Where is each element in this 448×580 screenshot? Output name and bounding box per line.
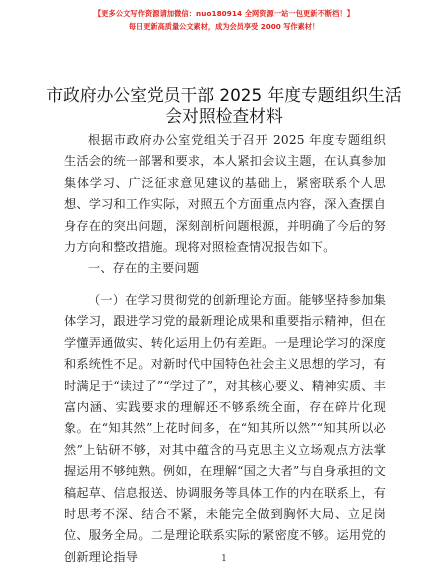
section-heading-block: [64, 258, 386, 279]
promo-banner-line-1: 【更多公文写作资源请加微信：nuo180914 全网资源一站一包更新不断档！】: [93, 9, 355, 18]
intro-paragraph-block: [64, 130, 386, 258]
document-title: 市政府办公室党员干部 2025 年度专题组织生活会对照检查材料: [46, 85, 402, 126]
section-paragraph: （一）在学习贯彻党的创新理论方面。能够坚持参加集体学习，跟进学习党的最新理论成果和重要指示精神，但在学懂弄通做实、转化运用上仍有差距。一是理论学习的深度和系统性不足。对新时代中国特色社会主义思想的学习，有时满足于“读过了”“学过了”，对其核心要义、精神实质、丰富内涵、实践要求的理解还不够系统全面，存在碎片化现象。在“知其然”上花时间多，在“知其所以然”“知其所以必然”上钻研不够，对其中蕴含的马克思主义立场观点方法掌握运用不够纯熟。例如，在理解“国之大者”与自身承担的文稿起草、信息报送、协调服务等具体工作的内在联系上，有时思考不深、结合不紧，未能完全做到胸怀大局、立足岗位、服务全局。二是理论联系实际的紧密度不够。运用党的创新理论指导: [64, 293, 386, 564]
page-number: 1: [221, 554, 227, 564]
intro-paragraph: 根据市政府办公室党组关于召开 2025 年度专题组织生活会的统一部署和要求，本人紧扣会议主题，在认真参加集体学习、广泛征求意见建议的基础上，紧密联系个人思想、学习和工作实际，对照五个方面重点内容，深入查摆自身存在的突出问题，深刻剖析问题根源，并明确了今后的努力方向和整改措施。现将对照检查情况报告如下。: [64, 133, 386, 255]
promo-banner: [0, 8, 448, 33]
section-heading: 一、存在的主要问题: [88, 261, 200, 275]
section-paragraph-block: [64, 290, 386, 568]
promo-banner-line-2: 每日更新高质量公文素材，成为会员享受 2000 写作素材！: [128, 22, 320, 31]
